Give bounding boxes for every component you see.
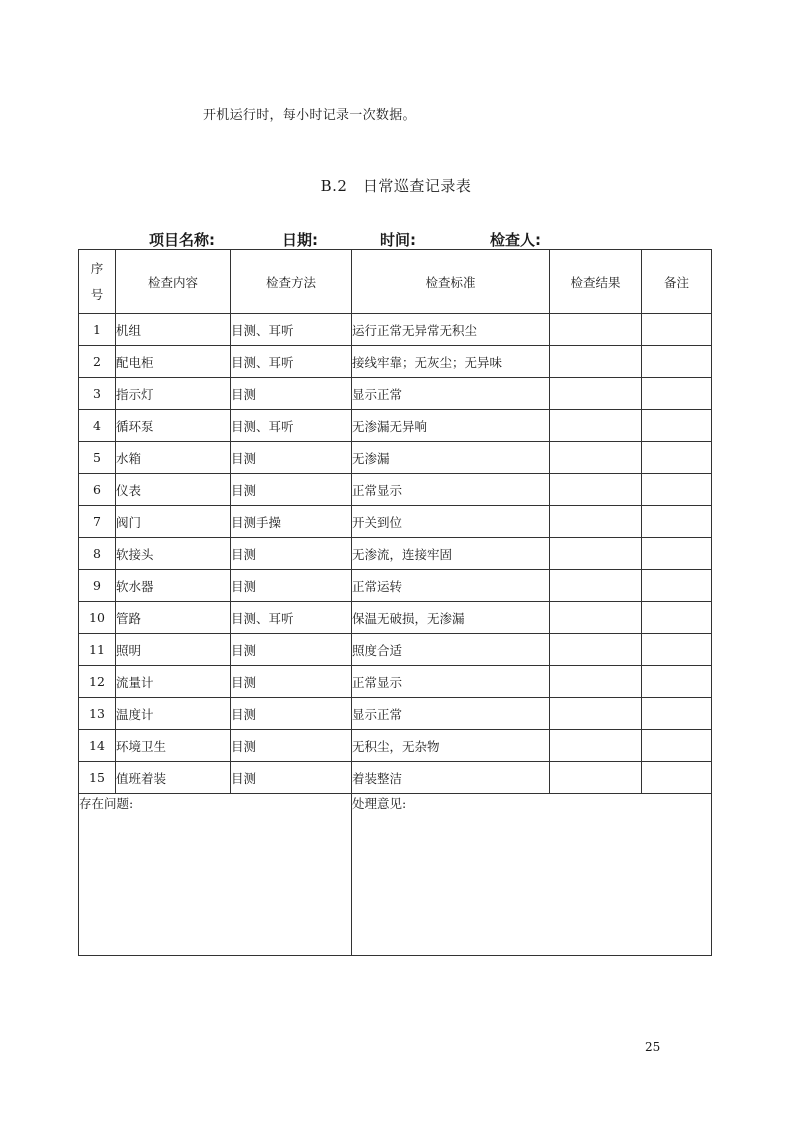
- row-standard: 开关到位: [352, 506, 550, 538]
- table-row: [79, 570, 712, 602]
- row-number: 4: [79, 410, 116, 442]
- row-standard: 正常运转: [352, 570, 550, 602]
- table-row: [79, 698, 712, 730]
- row-number: 13: [79, 698, 116, 730]
- row-number: 14: [79, 730, 116, 762]
- row-method: 目测: [231, 442, 352, 474]
- row-remark-cell[interactable]: [642, 666, 712, 698]
- row-method: 目测: [231, 666, 352, 698]
- row-content: 阀门: [116, 506, 231, 538]
- row-number: 1: [79, 314, 116, 346]
- row-standard: 接线牢靠；无灰尘；无异味: [352, 346, 550, 378]
- row-result-cell[interactable]: [550, 410, 642, 442]
- inspector-label: 检查人:: [490, 231, 541, 249]
- row-method: 目测、耳听: [231, 602, 352, 634]
- row-result-cell[interactable]: [550, 506, 642, 538]
- row-standard: 显示正常: [352, 378, 550, 410]
- row-content: 软接头: [116, 538, 231, 570]
- handling-cell[interactable]: [352, 794, 712, 956]
- table-row: [79, 378, 712, 410]
- row-standard: 保温无破损，无渗漏: [352, 602, 550, 634]
- row-remark-cell[interactable]: [642, 634, 712, 666]
- table-row: [79, 762, 712, 794]
- row-content: 值班着装: [116, 762, 231, 794]
- row-standard: 正常显示: [352, 474, 550, 506]
- row-method: 目测: [231, 378, 352, 410]
- row-method: 目测: [231, 474, 352, 506]
- header-standard: 检查标准: [352, 250, 550, 314]
- table-row: [79, 314, 712, 346]
- row-standard: 正常显示: [352, 666, 550, 698]
- row-standard: 无渗流，连接牢固: [352, 538, 550, 570]
- row-content: 循环泵: [116, 410, 231, 442]
- row-result-cell[interactable]: [550, 378, 642, 410]
- row-method: 目测、耳听: [231, 410, 352, 442]
- row-remark-cell[interactable]: [642, 730, 712, 762]
- table-row: [79, 474, 712, 506]
- row-method: 目测、耳听: [231, 314, 352, 346]
- header-seq-bottom: 号: [90, 286, 104, 302]
- header-result: 检查结果: [550, 250, 642, 314]
- row-method: 目测手操: [231, 506, 352, 538]
- row-result-cell[interactable]: [550, 762, 642, 794]
- row-result-cell[interactable]: [550, 634, 642, 666]
- row-method: 目测: [231, 538, 352, 570]
- header-row: [79, 250, 712, 314]
- row-remark-cell[interactable]: [642, 506, 712, 538]
- time-label: 时间:: [380, 231, 416, 249]
- row-number: 12: [79, 666, 116, 698]
- row-standard: 运行正常无异常无积尘: [352, 314, 550, 346]
- row-result-cell[interactable]: [550, 346, 642, 378]
- row-number: 15: [79, 762, 116, 794]
- handling-label: 处理意见:: [352, 796, 407, 811]
- header-method: 检查方法: [231, 250, 352, 314]
- row-content: 指示灯: [116, 378, 231, 410]
- project-name-label: 项目名称:: [149, 231, 215, 249]
- row-content: 软水器: [116, 570, 231, 602]
- row-method: 目测: [231, 762, 352, 794]
- intro-text: 开机运行时，每小时记录一次数据。: [203, 108, 416, 123]
- row-standard: 无渗漏: [352, 442, 550, 474]
- row-method: 目测: [231, 570, 352, 602]
- row-remark-cell[interactable]: [642, 538, 712, 570]
- row-number: 10: [79, 602, 116, 634]
- notes-row: [79, 794, 712, 956]
- row-remark-cell[interactable]: [642, 762, 712, 794]
- row-remark-cell[interactable]: [642, 346, 712, 378]
- row-remark-cell[interactable]: [642, 378, 712, 410]
- row-content: 温度计: [116, 698, 231, 730]
- row-remark-cell[interactable]: [642, 442, 712, 474]
- row-number: 2: [79, 346, 116, 378]
- row-number: 7: [79, 506, 116, 538]
- inspection-table: [78, 249, 712, 956]
- row-number: 9: [79, 570, 116, 602]
- row-number: 6: [79, 474, 116, 506]
- header-remark: 备注: [642, 250, 712, 314]
- row-remark-cell[interactable]: [642, 570, 712, 602]
- row-number: 11: [79, 634, 116, 666]
- row-result-cell[interactable]: [550, 698, 642, 730]
- row-remark-cell[interactable]: [642, 698, 712, 730]
- row-content: 环境卫生: [116, 730, 231, 762]
- row-result-cell[interactable]: [550, 474, 642, 506]
- row-standard: 显示正常: [352, 698, 550, 730]
- table-row: [79, 346, 712, 378]
- header-seq: [79, 250, 116, 314]
- row-result-cell[interactable]: [550, 538, 642, 570]
- row-method: 目测、耳听: [231, 346, 352, 378]
- table-row: [79, 634, 712, 666]
- table-row: [79, 666, 712, 698]
- row-number: 8: [79, 538, 116, 570]
- header-content: 检查内容: [116, 250, 231, 314]
- table-title: B.2 日常巡查记录表: [320, 177, 472, 195]
- issues-label: 存在问题:: [79, 796, 134, 811]
- row-number: 5: [79, 442, 116, 474]
- row-content: 机组: [116, 314, 231, 346]
- row-method: 目测: [231, 698, 352, 730]
- row-content: 仪表: [116, 474, 231, 506]
- row-result-cell[interactable]: [550, 666, 642, 698]
- row-result-cell[interactable]: [550, 442, 642, 474]
- table-row: [79, 730, 712, 762]
- page-number: 25: [645, 1040, 661, 1054]
- table-row: [79, 410, 712, 442]
- row-content: 照明: [116, 634, 231, 666]
- row-result-cell[interactable]: [550, 602, 642, 634]
- row-standard: 无渗漏无异响: [352, 410, 550, 442]
- row-content: 配电柜: [116, 346, 231, 378]
- row-number: 3: [79, 378, 116, 410]
- row-content: 管路: [116, 602, 231, 634]
- row-remark-cell[interactable]: [642, 474, 712, 506]
- table-row: [79, 602, 712, 634]
- row-result-cell[interactable]: [550, 730, 642, 762]
- row-result-cell[interactable]: [550, 570, 642, 602]
- row-method: 目测: [231, 730, 352, 762]
- table-row: [79, 442, 712, 474]
- table-row: [79, 538, 712, 570]
- row-method: 目测: [231, 634, 352, 666]
- date-label: 日期:: [282, 231, 318, 249]
- row-remark-cell[interactable]: [642, 314, 712, 346]
- row-standard: 着装整洁: [352, 762, 550, 794]
- row-remark-cell[interactable]: [642, 410, 712, 442]
- table-row: [79, 506, 712, 538]
- row-remark-cell[interactable]: [642, 602, 712, 634]
- row-content: 流量计: [116, 666, 231, 698]
- row-standard: 无积尘，无杂物: [352, 730, 550, 762]
- row-content: 水箱: [116, 442, 231, 474]
- row-result-cell[interactable]: [550, 314, 642, 346]
- header-seq-top: 序: [90, 260, 104, 276]
- issues-cell[interactable]: [79, 794, 352, 956]
- row-standard: 照度合适: [352, 634, 550, 666]
